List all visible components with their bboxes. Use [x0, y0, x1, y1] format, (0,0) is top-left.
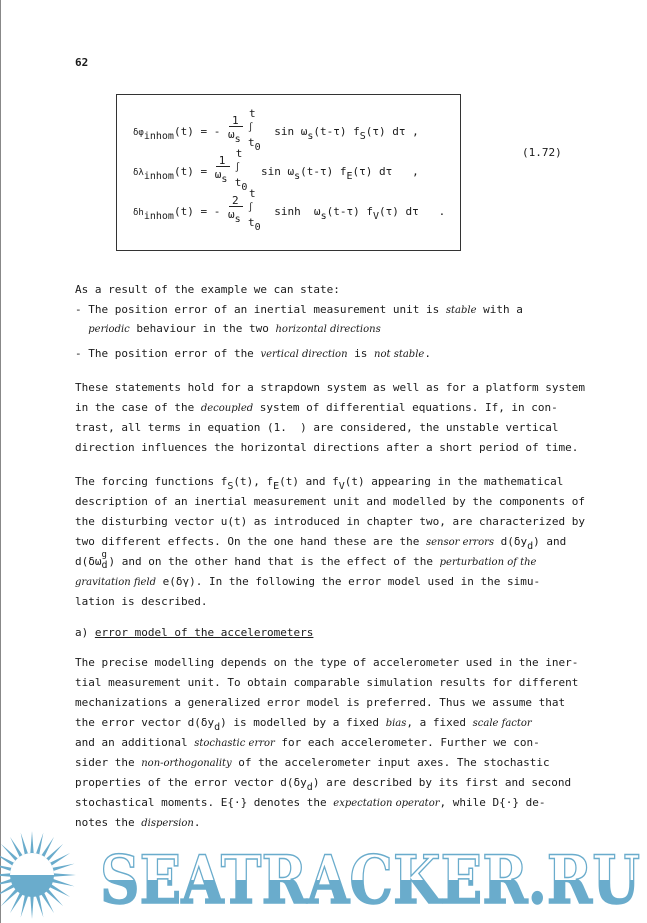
fraction-bar	[216, 166, 230, 167]
text-run: (t) appearing in the mathematical	[344, 475, 564, 488]
integral-upper-limit: t	[235, 147, 243, 160]
subscript: V	[372, 211, 379, 222]
integral-lower-limit	[247, 136, 261, 153]
text-run: d(δω	[75, 555, 102, 568]
text-line	[75, 595, 207, 609]
text-run: properties of the error vector d(δy	[75, 776, 307, 789]
omega: ω	[227, 208, 235, 221]
text-run: two different effects. On the one hand these are the	[75, 535, 426, 548]
eq-lhs: δφ	[133, 128, 144, 138]
text-run: system of differential equations. If, in con-	[253, 401, 558, 414]
text-line	[75, 515, 585, 529]
integral-sign: ∫	[234, 163, 241, 173]
text-line	[75, 322, 381, 337]
text-run: the disturbing vector u(t) as introduced in chapter two, are characterized by	[75, 515, 585, 528]
emphasis-text: decoupled	[200, 403, 254, 414]
text-run: a)	[75, 626, 95, 639]
equation-box	[116, 94, 461, 251]
text-run: The precise modelling depends on the type of accelerometer used in the iner-	[75, 656, 579, 669]
emphasis-text: perturbation of the	[439, 557, 537, 568]
text-run: (t-τ) f	[326, 205, 373, 218]
text-line	[75, 550, 537, 571]
fraction	[214, 154, 232, 185]
integral	[245, 107, 261, 153]
text-run: , while D{·} de-	[439, 796, 546, 809]
text-line	[75, 716, 532, 731]
text-run: for each accelerometer. Further we con-	[274, 736, 540, 749]
text-line	[75, 575, 540, 590]
emphasis-text: periodic	[88, 324, 130, 335]
text-run	[75, 322, 88, 335]
integral-lower-limit	[247, 216, 261, 233]
integral	[232, 147, 248, 193]
text-run: These statements hold for a strapdown system as well as for a platform system	[75, 381, 585, 394]
text-line	[75, 421, 558, 435]
text-run: (t), f	[233, 475, 274, 488]
subscript: s	[320, 211, 327, 222]
emphasis-text: sensor errors	[426, 537, 495, 548]
text-run: - The position error of the	[75, 347, 261, 360]
denominator-subscript: s	[234, 134, 241, 145]
integrand	[247, 165, 419, 182]
numerator: 1	[218, 154, 226, 167]
section-heading: error model of the accelerometers	[94, 626, 314, 639]
omega: ω	[227, 128, 235, 141]
text-line	[75, 441, 578, 455]
integral-sign: ∫	[247, 123, 254, 133]
text-run: sinh ω	[260, 205, 321, 218]
text-run: ) and	[533, 535, 567, 548]
superscript: g	[101, 550, 107, 560]
text-run: (t) and f	[279, 475, 339, 488]
eq-sign: -	[213, 205, 227, 218]
text-run: (t-τ) f	[313, 125, 360, 138]
text-line	[75, 495, 585, 509]
subscript: V	[338, 481, 345, 492]
text-run: , a fixed	[406, 716, 473, 729]
page-edge-rule	[0, 0, 1, 923]
seatracker-watermark	[0, 825, 647, 923]
text-line	[75, 776, 571, 791]
emphasis-text: stochastic error	[194, 738, 275, 749]
text-run: lation is described.	[75, 595, 208, 608]
text-run: sin ω	[247, 165, 295, 178]
subscript: S	[227, 481, 234, 492]
eq-lhs-subscript: inhom	[143, 211, 174, 222]
integral-lower-limit	[234, 176, 248, 193]
emphasis-text: gravitation field	[75, 577, 157, 588]
lower-limit-subscript: 0	[241, 182, 248, 193]
text-run: .	[193, 816, 201, 829]
fraction-bar	[229, 126, 243, 127]
text-line	[75, 676, 578, 690]
text-line	[75, 736, 540, 751]
text-run: sin ω	[260, 125, 308, 138]
text-run: sider the	[75, 756, 142, 769]
text-run: (τ) dτ .	[378, 205, 446, 218]
subscript: s	[307, 131, 314, 142]
sun-logo-icon	[0, 831, 76, 919]
text-run: ) are described by its first and second	[312, 776, 572, 789]
emphasis-text: vertical direction	[260, 349, 348, 360]
emphasis-text: not stable	[374, 349, 425, 360]
text-run: ) is modelled by a fixed	[220, 716, 386, 729]
text-run: with a	[476, 303, 523, 316]
subscript: d	[214, 722, 221, 733]
text-run: d(δy	[494, 535, 528, 548]
integral	[245, 187, 261, 233]
subscript: E	[273, 481, 280, 492]
lower-limit-subscript: 0	[254, 142, 261, 153]
emphasis-text: expectation operator	[333, 798, 440, 809]
fraction	[227, 114, 245, 145]
numerator: 2	[231, 194, 239, 207]
subscript: d	[101, 560, 108, 571]
text-run: trast, all terms in equation (1. ) are considered, the unstable vertical	[75, 421, 559, 434]
emphasis-text: scale factor	[472, 718, 532, 729]
lower-limit-t: t	[247, 216, 255, 229]
denominator	[227, 128, 241, 145]
text-run: (t-τ) f	[300, 165, 347, 178]
text-run: - The position error of an inertial measurement unit is	[75, 303, 446, 316]
eq-lhs-subscript: inhom	[143, 171, 174, 182]
subscript: d	[306, 782, 313, 793]
text-run: behaviour in the two	[129, 322, 276, 335]
integrand	[260, 125, 419, 142]
text-line	[75, 796, 545, 811]
text-run: mechanizations a generalized error model is preferred. Thus we assume that	[75, 696, 566, 709]
eq-lhs-tail: (t) =	[173, 205, 214, 218]
text-run: (τ) dτ ,	[365, 125, 419, 138]
text-line	[75, 347, 431, 362]
equation-number: (1.72)	[522, 146, 562, 159]
watermark-text: SEATRACKER.RU	[100, 841, 640, 919]
text-run: description of an inertial measurement unit and modelled by the components of	[75, 495, 585, 508]
emphasis-text: stable	[445, 305, 477, 316]
subscript: s	[294, 171, 301, 182]
lower-limit-t: t	[247, 136, 255, 149]
text-line	[75, 696, 565, 710]
subscript: E	[346, 171, 353, 182]
emphasis-text: dispersion	[141, 818, 194, 829]
text-run: ) and on the other hand that is the effect of the	[108, 555, 440, 568]
text-run: tial measurement unit. To obtain comparable simulation results for different	[75, 676, 579, 689]
eq-lhs: δλ	[133, 168, 144, 178]
text-run: e(δγ). In the following the error model used in the simu-	[156, 575, 541, 588]
integrand	[260, 205, 446, 222]
text-run: direction influences the horizontal directions after a short period of time.	[75, 441, 579, 454]
section-heading-line	[75, 626, 313, 640]
emphasis-text: bias	[385, 718, 407, 729]
text-run: of the accelerometer input axes. The stochastic	[231, 756, 550, 769]
lower-limit-t: t	[234, 176, 242, 189]
subscript: S	[359, 131, 366, 142]
page-number: 62	[75, 56, 89, 69]
text-run: the error vector d(δy	[75, 716, 215, 729]
eq-lhs-tail: (t) =	[173, 165, 214, 178]
eq-lhs: δh	[133, 208, 144, 218]
text-line	[75, 656, 578, 670]
integral-upper-limit: t	[248, 187, 256, 200]
text-run: stochastical moments. E{·} denotes the	[75, 796, 334, 809]
integral-upper-limit: t	[248, 107, 256, 120]
subscript: d	[527, 541, 534, 552]
fraction	[227, 194, 245, 225]
fraction-bar	[229, 206, 243, 207]
eq-sign: -	[213, 125, 227, 138]
text-run: (τ) dτ ,	[352, 165, 419, 178]
eq-lhs-tail: (t) =	[173, 125, 214, 138]
emphasis-text: non-orthogonality	[141, 758, 232, 769]
text-line	[75, 535, 566, 550]
denominator-subscript: s	[234, 214, 241, 225]
text-run: and an additional	[75, 736, 195, 749]
lower-limit-subscript: 0	[254, 222, 261, 233]
text-line	[75, 475, 563, 490]
emphasis-text: horizontal directions	[275, 324, 381, 335]
text-run: As a result of the example we can state:	[75, 283, 340, 296]
text-run: is	[347, 347, 375, 360]
denominator	[214, 168, 228, 185]
text-line	[75, 381, 585, 395]
eq-lhs-subscript: inhom	[143, 131, 174, 142]
omega: ω	[214, 168, 222, 181]
denominator	[227, 208, 241, 225]
text-run: The forcing functions f	[75, 475, 228, 488]
text-line	[75, 303, 523, 318]
text-line	[75, 756, 550, 771]
text-run: in the case of the	[75, 401, 201, 414]
denominator-subscript: s	[221, 174, 228, 185]
text-line	[75, 283, 340, 297]
text-run: .	[424, 347, 431, 360]
text-line	[75, 401, 558, 416]
integral-sign: ∫	[247, 203, 254, 213]
sup-sub-script	[101, 550, 109, 571]
text-run: notes the	[75, 816, 142, 829]
numerator: 1	[231, 114, 239, 127]
